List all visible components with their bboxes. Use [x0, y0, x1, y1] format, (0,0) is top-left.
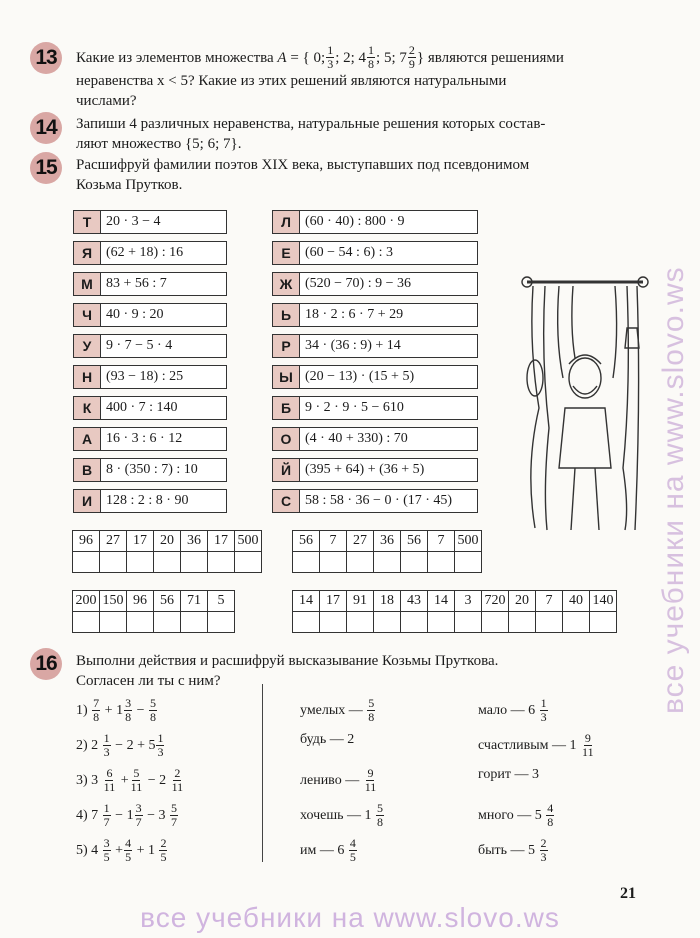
- frac-c: $\frac{5}{8}$: [149, 696, 156, 724]
- grid-cell: 18: [374, 591, 401, 612]
- word-clue: им — 6 $\frac{4}{5}$: [300, 836, 356, 864]
- frac-c: $\frac{2}{11}$: [171, 766, 184, 794]
- frac-a: $\frac{1}{3}$: [103, 731, 110, 759]
- word-clue: будь — 2: [300, 732, 355, 747]
- grid-blank-cell[interactable]: [482, 612, 509, 633]
- grid-cell: 71: [181, 591, 208, 612]
- task-13-line2: неравенства x < 5? Какие из этих решений являются натуральными: [76, 73, 507, 89]
- grid-cell: 40: [563, 591, 590, 612]
- grid-blank-cell[interactable]: [154, 612, 181, 633]
- task-14-text: [76, 114, 666, 154]
- grid-cell: 14: [428, 591, 455, 612]
- grid-blank-cell[interactable]: [100, 612, 127, 633]
- word-clue: лениво — $\frac{9}{11}$: [300, 766, 377, 794]
- grid-blank-cell[interactable]: [235, 552, 262, 573]
- set-v0: 0;: [313, 49, 326, 66]
- frac-a: $\frac{6}{11}$: [103, 766, 116, 794]
- cipher-row: [272, 396, 478, 420]
- cipher-letter: У: [74, 335, 101, 357]
- grid-blank-cell[interactable]: [208, 612, 235, 633]
- cipher-row: [272, 303, 478, 327]
- cipher-letter: Б: [273, 397, 300, 419]
- cipher-row: [73, 396, 227, 420]
- frac-a: $\frac{1}{7}$: [103, 801, 110, 829]
- grid-blank-cell[interactable]: [208, 552, 235, 573]
- word-frac: $\frac{5}{8}$: [377, 801, 384, 829]
- answer-grid-4: [292, 590, 617, 633]
- word-clue: много — 5 $\frac{4}{8}$: [478, 801, 554, 829]
- set-var: A: [277, 49, 287, 66]
- cipher-expression: 9 · 2 · 9 · 5 − 610: [305, 400, 404, 415]
- cipher-expression: (60 − 54 : 6) : 3: [305, 245, 393, 260]
- cipher-row: [73, 489, 227, 513]
- frac-b: $\frac{3}{7}$: [135, 801, 142, 829]
- column-divider: [262, 684, 263, 862]
- grid-cell: 56: [154, 591, 181, 612]
- word-frac: $\frac{1}{3}$: [540, 696, 547, 724]
- grid-cell: 7: [536, 591, 563, 612]
- task-14-line1: Запиши 4 различных неравенства, натуральные решения которых состав-: [76, 116, 546, 132]
- word-clue: мало — 6 $\frac{1}{3}$: [478, 696, 547, 724]
- answer-grid-1: [72, 530, 262, 573]
- cipher-row: [73, 458, 227, 482]
- cipher-expression: (93 − 18) : 25: [106, 369, 184, 384]
- frac-b: $\frac{3}{8}$: [125, 696, 132, 724]
- grid-cell: 27: [100, 531, 127, 552]
- cipher-expression: 9 · 7 − 5 · 4: [106, 338, 173, 353]
- grid-blank-cell[interactable]: [401, 612, 428, 633]
- grid-blank-cell[interactable]: [127, 552, 154, 573]
- page-number: 21: [620, 885, 636, 902]
- prutkov-illustration: [515, 268, 650, 550]
- cipher-expression: 20 · 3 − 4: [106, 214, 161, 229]
- grid-blank-cell[interactable]: [293, 612, 320, 633]
- cipher-letter: Ы: [273, 366, 300, 388]
- grid-cell: 36: [181, 531, 208, 552]
- cipher-row: [272, 489, 478, 513]
- word-clue: счастливым — 1 $\frac{9}{11}$: [478, 731, 594, 759]
- cipher-row: [272, 365, 478, 389]
- task-16-line1: Выполни действия и расшифруй высказывание Козьмы Пруткова.: [76, 653, 499, 669]
- task-16-text: [76, 651, 666, 691]
- word-clue: хочешь — 1 $\frac{5}{8}$: [300, 801, 384, 829]
- cipher-expression: 83 + 56 : 7: [106, 276, 167, 291]
- cipher-letter: Ж: [273, 273, 300, 295]
- cipher-expression: (4 · 40 + 330) : 70: [305, 431, 408, 446]
- grid-blank-cell[interactable]: [100, 552, 127, 573]
- cipher-row: [73, 334, 227, 358]
- word-frac: $\frac{9}{11}$: [582, 731, 594, 759]
- grid-blank-cell[interactable]: [590, 612, 617, 633]
- cipher-letter: Й: [273, 459, 300, 481]
- grid-cell: 20: [509, 591, 536, 612]
- grid-blank-cell[interactable]: [127, 612, 154, 633]
- word-frac: $\frac{4}{5}$: [349, 836, 356, 864]
- bottom-watermark: все учебники на www.slovo.ws: [140, 902, 560, 933]
- grid-cell: 20: [154, 531, 181, 552]
- grid-blank-cell[interactable]: [181, 552, 208, 573]
- task-15-line1: Расшифруй фамилии поэтов XIX века, выступавших под псевдонимом: [76, 157, 530, 173]
- cipher-letter: Я: [74, 242, 101, 264]
- cipher-expression: 128 : 2 : 8 · 90: [106, 493, 189, 508]
- grid-blank-cell[interactable]: [401, 552, 428, 573]
- task-16-badge: 16: [30, 648, 62, 680]
- cipher-expression: 400 · 7 : 140: [106, 400, 178, 415]
- cipher-expression: 34 · (36 : 9) + 14: [305, 338, 401, 353]
- cipher-letter: В: [74, 459, 101, 481]
- grid-blank-cell[interactable]: [73, 612, 100, 633]
- grid-blank-cell[interactable]: [293, 552, 320, 573]
- frac-c: $\frac{5}{7}$: [170, 801, 177, 829]
- cipher-row: [73, 303, 227, 327]
- grid-cell: 140: [590, 591, 617, 612]
- expression-4: 4) 7 $\frac{1}{7}$ − 1 $\frac{3}{7}$ − 3 $\frac{5}{7}$: [76, 801, 177, 829]
- grid-cell: 56: [401, 531, 428, 552]
- side-watermark: все учебники на www.slovo.ws: [657, 266, 690, 714]
- word-frac: $\frac{5}{8}$: [368, 696, 375, 724]
- word-frac: $\frac{2}{3}$: [540, 836, 547, 864]
- cipher-letter: А: [74, 428, 101, 450]
- grid-blank-cell[interactable]: [154, 552, 181, 573]
- grid-cell: 43: [401, 591, 428, 612]
- cipher-letter: Н: [74, 366, 101, 388]
- cipher-letter: И: [74, 490, 101, 512]
- cipher-expression: 40 · 9 : 20: [106, 307, 164, 322]
- grid-blank-cell[interactable]: [374, 552, 401, 573]
- cipher-expression: (62 + 18) : 16: [106, 245, 184, 260]
- answer-grid-2: [292, 530, 482, 573]
- frac-a: $\frac{7}{8}$: [93, 696, 100, 724]
- grid-cell: 200: [73, 591, 100, 612]
- grid-blank-cell[interactable]: [428, 552, 455, 573]
- set-v5: ; 5; 7: [376, 49, 407, 66]
- cipher-expression: 18 · 2 : 6 · 7 + 29: [305, 307, 404, 322]
- word-clue: быть — 5 $\frac{2}{3}$: [478, 836, 547, 864]
- task-14-badge: 14: [30, 112, 62, 144]
- frac-b: $\frac{1}{3}$: [157, 731, 164, 759]
- grid-cell: 500: [235, 531, 262, 552]
- set-open: = {: [290, 49, 310, 66]
- grid-cell: 14: [293, 591, 320, 612]
- grid-blank-cell[interactable]: [455, 612, 482, 633]
- cipher-row: [73, 210, 227, 234]
- grid-cell: 96: [127, 591, 154, 612]
- task-14-line2: ляют множество {5; 6; 7}.: [76, 136, 242, 152]
- expression-2: 2) 2 $\frac{1}{3}$ − 2 + 5 $\frac{1}{3}$: [76, 731, 164, 759]
- grid-blank-cell[interactable]: [428, 612, 455, 633]
- grid-blank-cell[interactable]: [347, 612, 374, 633]
- grid-cell: 720: [482, 591, 509, 612]
- cipher-expression: 8 · (350 : 7) : 10: [106, 462, 198, 477]
- grid-blank-cell[interactable]: [455, 552, 482, 573]
- task-15-badge: 15: [30, 152, 62, 184]
- task-15-line2: Козьма Прутков.: [76, 177, 183, 193]
- grid-cell: 150: [100, 591, 127, 612]
- task-16-line2: Согласен ли ты с ним?: [76, 673, 221, 689]
- grid-cell: 27: [347, 531, 374, 552]
- set-close: } являются решениями: [416, 49, 564, 66]
- cipher-expression: (520 − 70) : 9 − 36: [305, 276, 412, 291]
- grid-blank-cell[interactable]: [181, 612, 208, 633]
- task-15-text: [76, 155, 666, 195]
- cipher-letter: Ь: [273, 304, 300, 326]
- cipher-row: [272, 334, 478, 358]
- cipher-row: [73, 272, 227, 296]
- expression-5: 5) 4 $\frac{3}{5}$ + $\frac{4}{5}$ + 1 $\frac{2}{5}$: [76, 836, 167, 864]
- cipher-expression: (20 − 13) · (15 + 5): [305, 369, 415, 384]
- cipher-row: [272, 458, 478, 482]
- expression-3: 3) 3 $\frac{6}{11}$ + $\frac{5}{11}$ − 2 $\frac{2}{11}$: [76, 766, 184, 794]
- grid-cell: 3: [455, 591, 482, 612]
- grid-blank-cell[interactable]: [563, 612, 590, 633]
- cipher-row: [272, 210, 478, 234]
- word-clue: горит — 3: [478, 767, 540, 782]
- grid-cell: 91: [347, 591, 374, 612]
- grid-cell: 7: [428, 531, 455, 552]
- cipher-letter: Е: [273, 242, 300, 264]
- cipher-expression: (395 + 64) + (36 + 5): [305, 462, 425, 477]
- grid-cell: 5: [208, 591, 235, 612]
- grid-cell: 17: [127, 531, 154, 552]
- set-frac-3: $\frac{2}{9}$: [408, 43, 415, 71]
- word-frac: $\frac{4}{8}$: [547, 801, 554, 829]
- word-frac: $\frac{9}{11}$: [364, 766, 377, 794]
- cipher-letter: Т: [74, 211, 101, 233]
- cipher-row: [73, 241, 227, 265]
- grid-cell: 500: [455, 531, 482, 552]
- cipher-letter: Л: [273, 211, 300, 233]
- frac-b: $\frac{4}{5}$: [125, 836, 132, 864]
- set-frac-2: $\frac{1}{8}$: [368, 43, 375, 71]
- expression-1: 1) $\frac{7}{8}$ + 1 $\frac{3}{8}$ − $\frac{5}{8}$: [76, 696, 156, 724]
- cipher-row: [272, 241, 478, 265]
- cipher-letter: М: [74, 273, 101, 295]
- grid-blank-cell[interactable]: [374, 612, 401, 633]
- cipher-row: [73, 427, 227, 451]
- task-13-pre: Какие из элементов множества: [76, 49, 274, 66]
- task-13-text: [76, 44, 666, 111]
- frac-b: $\frac{5}{11}$: [130, 766, 143, 794]
- cipher-row: [272, 272, 478, 296]
- grid-blank-cell[interactable]: [73, 552, 100, 573]
- cipher-letter: Р: [273, 335, 300, 357]
- cipher-letter: К: [74, 397, 101, 419]
- cipher-letter: О: [273, 428, 300, 450]
- cipher-expression: 16 · 3 : 6 · 12: [106, 431, 183, 446]
- grid-cell: 7: [320, 531, 347, 552]
- frac-a: $\frac{3}{5}$: [103, 836, 110, 864]
- task-13-line3: числами?: [76, 93, 137, 109]
- cipher-letter: Ч: [74, 304, 101, 326]
- grid-blank-cell[interactable]: [509, 612, 536, 633]
- cipher-expression: (60 · 40) : 800 · 9: [305, 214, 405, 229]
- cipher-row: [272, 427, 478, 451]
- grid-blank-cell[interactable]: [320, 552, 347, 573]
- frac-c: $\frac{2}{5}$: [160, 836, 167, 864]
- grid-blank-cell[interactable]: [320, 612, 347, 633]
- cipher-letter: С: [273, 490, 300, 512]
- set-v2: ; 2; 4: [335, 49, 367, 66]
- grid-cell: 96: [73, 531, 100, 552]
- word-clue: умелых — $\frac{5}{8}$: [300, 696, 375, 724]
- cipher-expression: 58 : 58 · 36 − 0 · (17 · 45): [305, 493, 453, 508]
- task-13-badge: 13: [30, 42, 62, 74]
- grid-cell: 36: [374, 531, 401, 552]
- grid-cell: 17: [320, 591, 347, 612]
- grid-blank-cell[interactable]: [536, 612, 563, 633]
- answer-grid-3: [72, 590, 235, 633]
- set-frac-1: $\frac{1}{3}$: [327, 43, 334, 71]
- grid-cell: 56: [293, 531, 320, 552]
- grid-blank-cell[interactable]: [347, 552, 374, 573]
- cipher-row: [73, 365, 227, 389]
- grid-cell: 17: [208, 531, 235, 552]
